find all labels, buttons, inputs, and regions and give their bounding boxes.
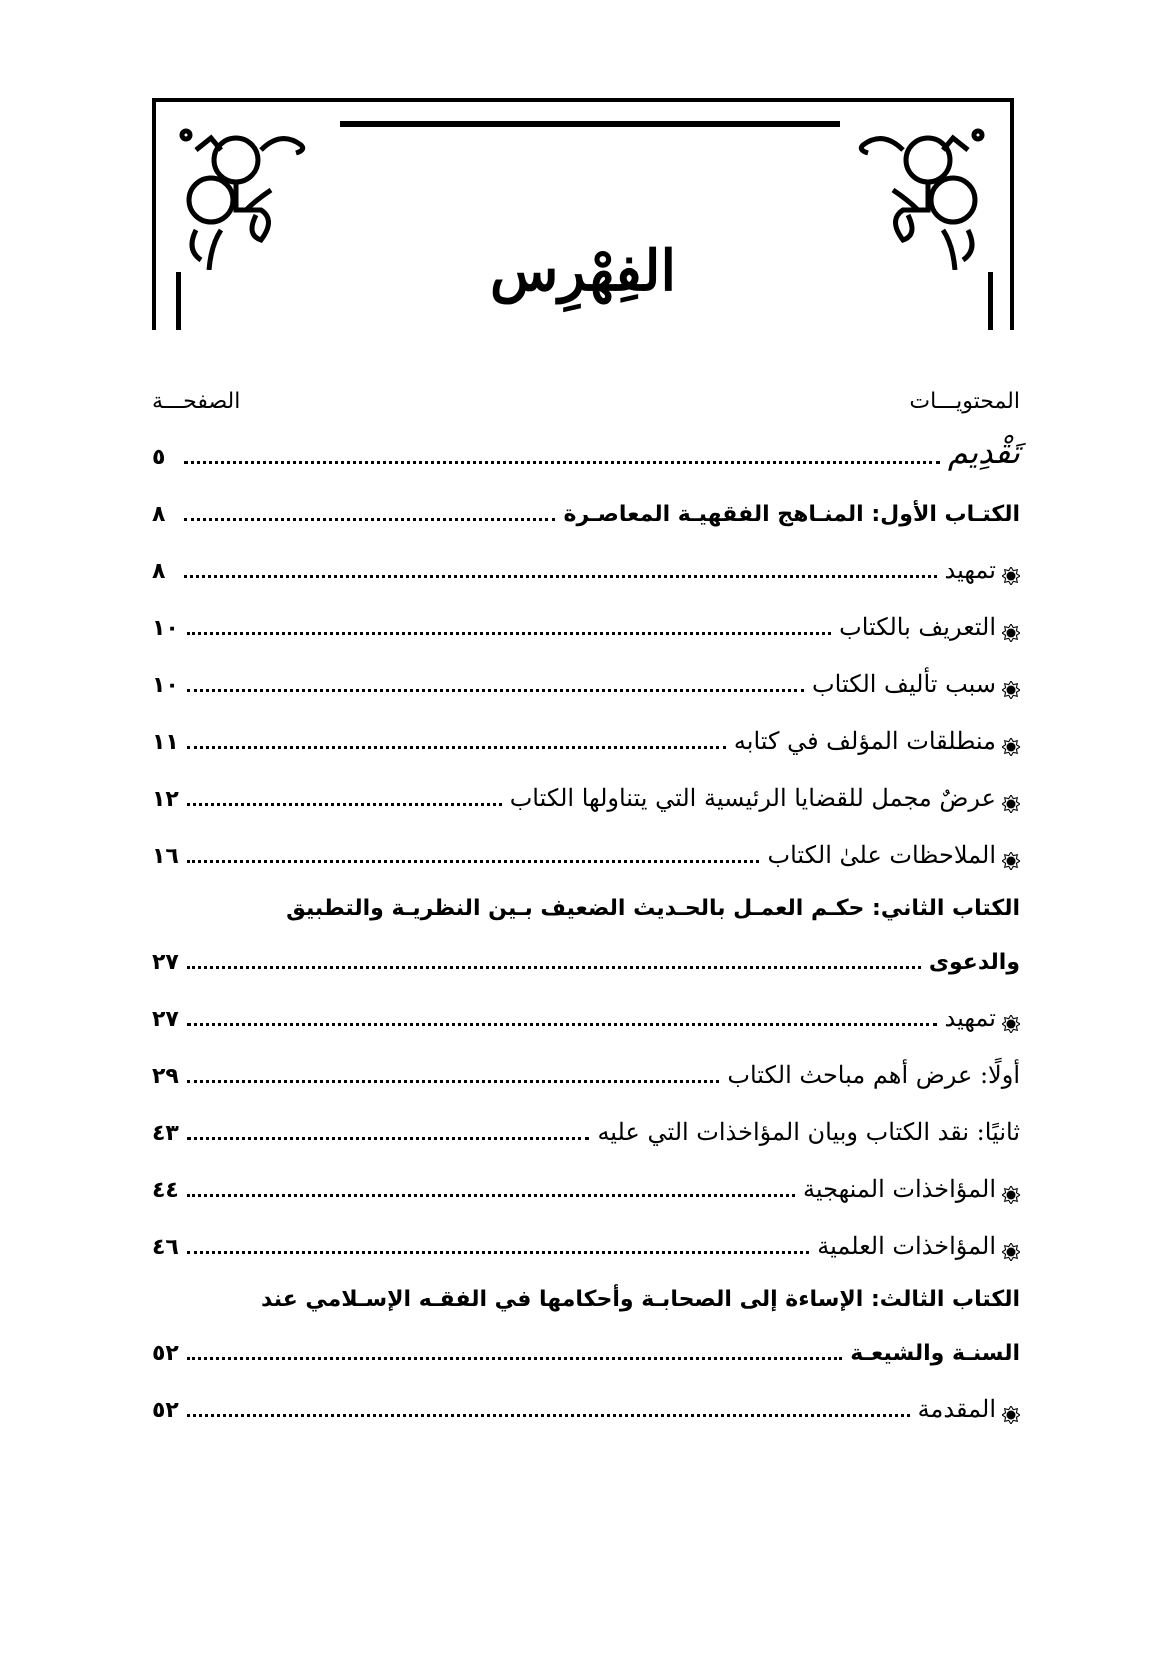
table-of-contents	[152, 372, 1020, 1424]
toc-entry-label: ثانيًا: نقد الكتاب وبيان المؤاخذات التي عليه	[597, 1118, 1020, 1147]
frame-spike	[176, 272, 181, 330]
leader-dots	[184, 518, 555, 521]
leader-dots	[187, 860, 760, 863]
toc-entry-page-number: ٢٧	[152, 949, 179, 975]
leader-dots	[187, 1137, 590, 1140]
toc-entry-label: سبب تأليف الكتاب	[812, 670, 996, 699]
leader-dots	[187, 632, 831, 635]
toc-entry[interactable]	[152, 585, 1020, 642]
toc-entry-label: الكتـاب الأول: المنـاهج الفقهيـة المعاصـرة	[563, 501, 1020, 527]
eight-point-star-icon	[1002, 681, 1020, 699]
toc-entry[interactable]	[152, 642, 1020, 699]
toc-entry-page-number: ٤٤	[152, 1177, 179, 1203]
toc-entry[interactable]	[152, 1204, 1020, 1261]
toc-entry-label: الملاحظات علىٰ الكتاب	[767, 841, 996, 870]
leader-dots	[187, 803, 502, 806]
toc-entry-page-number: ٥٢	[152, 1340, 179, 1366]
toc-entry[interactable]	[152, 699, 1020, 756]
eight-point-star-icon	[1002, 852, 1020, 870]
toc-entry[interactable]	[152, 528, 1020, 585]
toc-entry-label: المؤاخذات العلمية	[817, 1232, 996, 1261]
toc-entry-page-number: ٨	[152, 558, 166, 584]
toc-entry-page-number: ٥٢	[152, 1397, 179, 1423]
toc-entry-label: عرضٌ مجمل للقضايا الرئيسية التي يتناولها الكتاب	[509, 784, 996, 813]
toc-entry-label: السنـة والشيعـة	[850, 1340, 1020, 1366]
toc-entry-label: أولًا: عرض أهم مباحث الكتاب	[727, 1061, 1020, 1090]
toc-entry-page-number: ١٠	[152, 672, 179, 698]
toc-entry-page-number: ١١	[152, 729, 179, 755]
frame-spike	[988, 272, 993, 330]
leader-dots	[187, 1080, 720, 1083]
ornament-corner-icon	[838, 120, 988, 270]
page-title: الفِهْرِس	[489, 238, 677, 304]
toc-entry[interactable]	[152, 976, 1020, 1033]
frame-top-bar	[340, 121, 840, 127]
toc-entry-page-number: ١٢	[152, 786, 179, 812]
toc-entry-label: تمهيد	[944, 556, 996, 585]
toc-entry-label: المؤاخذات المنهجية	[802, 1175, 996, 1204]
eight-point-star-icon	[1002, 795, 1020, 813]
toc-entry-label: الكتاب الثاني: حكـم العمـل بالحـديث الضعيف بـين النظريـة والتطبيق	[286, 895, 1020, 921]
leader-dots	[184, 575, 937, 578]
toc-entry-page-number: ٨	[152, 501, 166, 527]
contents-column-label: المحتويـــات	[909, 389, 1020, 414]
toc-entry-page-number: ٤٦	[152, 1234, 179, 1260]
toc-entry-label: التعريف بالكتاب	[839, 613, 996, 642]
eight-point-star-icon	[1002, 567, 1020, 585]
leader-dots	[187, 746, 726, 749]
toc-entry-page-number: ٢٧	[152, 1006, 179, 1032]
leader-dots	[187, 966, 921, 969]
toc-entry-page-number: ١٦	[152, 843, 179, 869]
toc-entry[interactable]	[152, 1090, 1020, 1147]
toc-header	[152, 372, 1020, 414]
toc-entry-label: والدعوى	[928, 949, 1020, 975]
leader-dots	[187, 1194, 795, 1197]
toc-entry-label: تَقْدِيم	[947, 432, 1020, 471]
leader-dots	[187, 689, 804, 692]
toc-entry-label: الكتاب الثالث: الإساءة إلى الصحابـة وأحكامها في الفقـه الإسـلامي عند	[261, 1286, 1020, 1312]
eight-point-star-icon	[1002, 1243, 1020, 1261]
leader-dots	[184, 461, 940, 464]
ornament-corner-icon	[176, 120, 326, 270]
toc-entry-page-number: ٤٣	[152, 1120, 179, 1146]
toc-entry[interactable]	[152, 870, 1020, 976]
leader-dots	[187, 1023, 937, 1026]
leader-dots	[187, 1414, 910, 1417]
toc-entry-page-number: ٥	[152, 444, 166, 470]
eight-point-star-icon	[1002, 1186, 1020, 1204]
eight-point-star-icon	[1002, 1015, 1020, 1033]
toc-entry[interactable]	[152, 1367, 1020, 1424]
toc-entry[interactable]	[152, 1261, 1020, 1367]
toc-entry[interactable]	[152, 1147, 1020, 1204]
toc-entry-label: المقدمة	[917, 1395, 996, 1424]
page-column-label: الصفحـــة	[152, 389, 241, 414]
leader-dots	[187, 1357, 842, 1360]
toc-entry-page-number: ١٠	[152, 615, 179, 641]
eight-point-star-icon	[1002, 624, 1020, 642]
toc-entry[interactable]	[152, 813, 1020, 870]
toc-entry[interactable]	[152, 414, 1020, 471]
toc-entry[interactable]	[152, 756, 1020, 813]
toc-entry[interactable]	[152, 471, 1020, 528]
eight-point-star-icon	[1002, 738, 1020, 756]
toc-entry-label: منطلقات المؤلف في كتابه	[733, 727, 996, 756]
leader-dots	[187, 1251, 809, 1254]
toc-entry-label: تمهيد	[944, 1004, 996, 1033]
eight-point-star-icon	[1002, 1406, 1020, 1424]
toc-entry[interactable]	[152, 1033, 1020, 1090]
toc-entry-page-number: ٢٩	[152, 1063, 179, 1089]
